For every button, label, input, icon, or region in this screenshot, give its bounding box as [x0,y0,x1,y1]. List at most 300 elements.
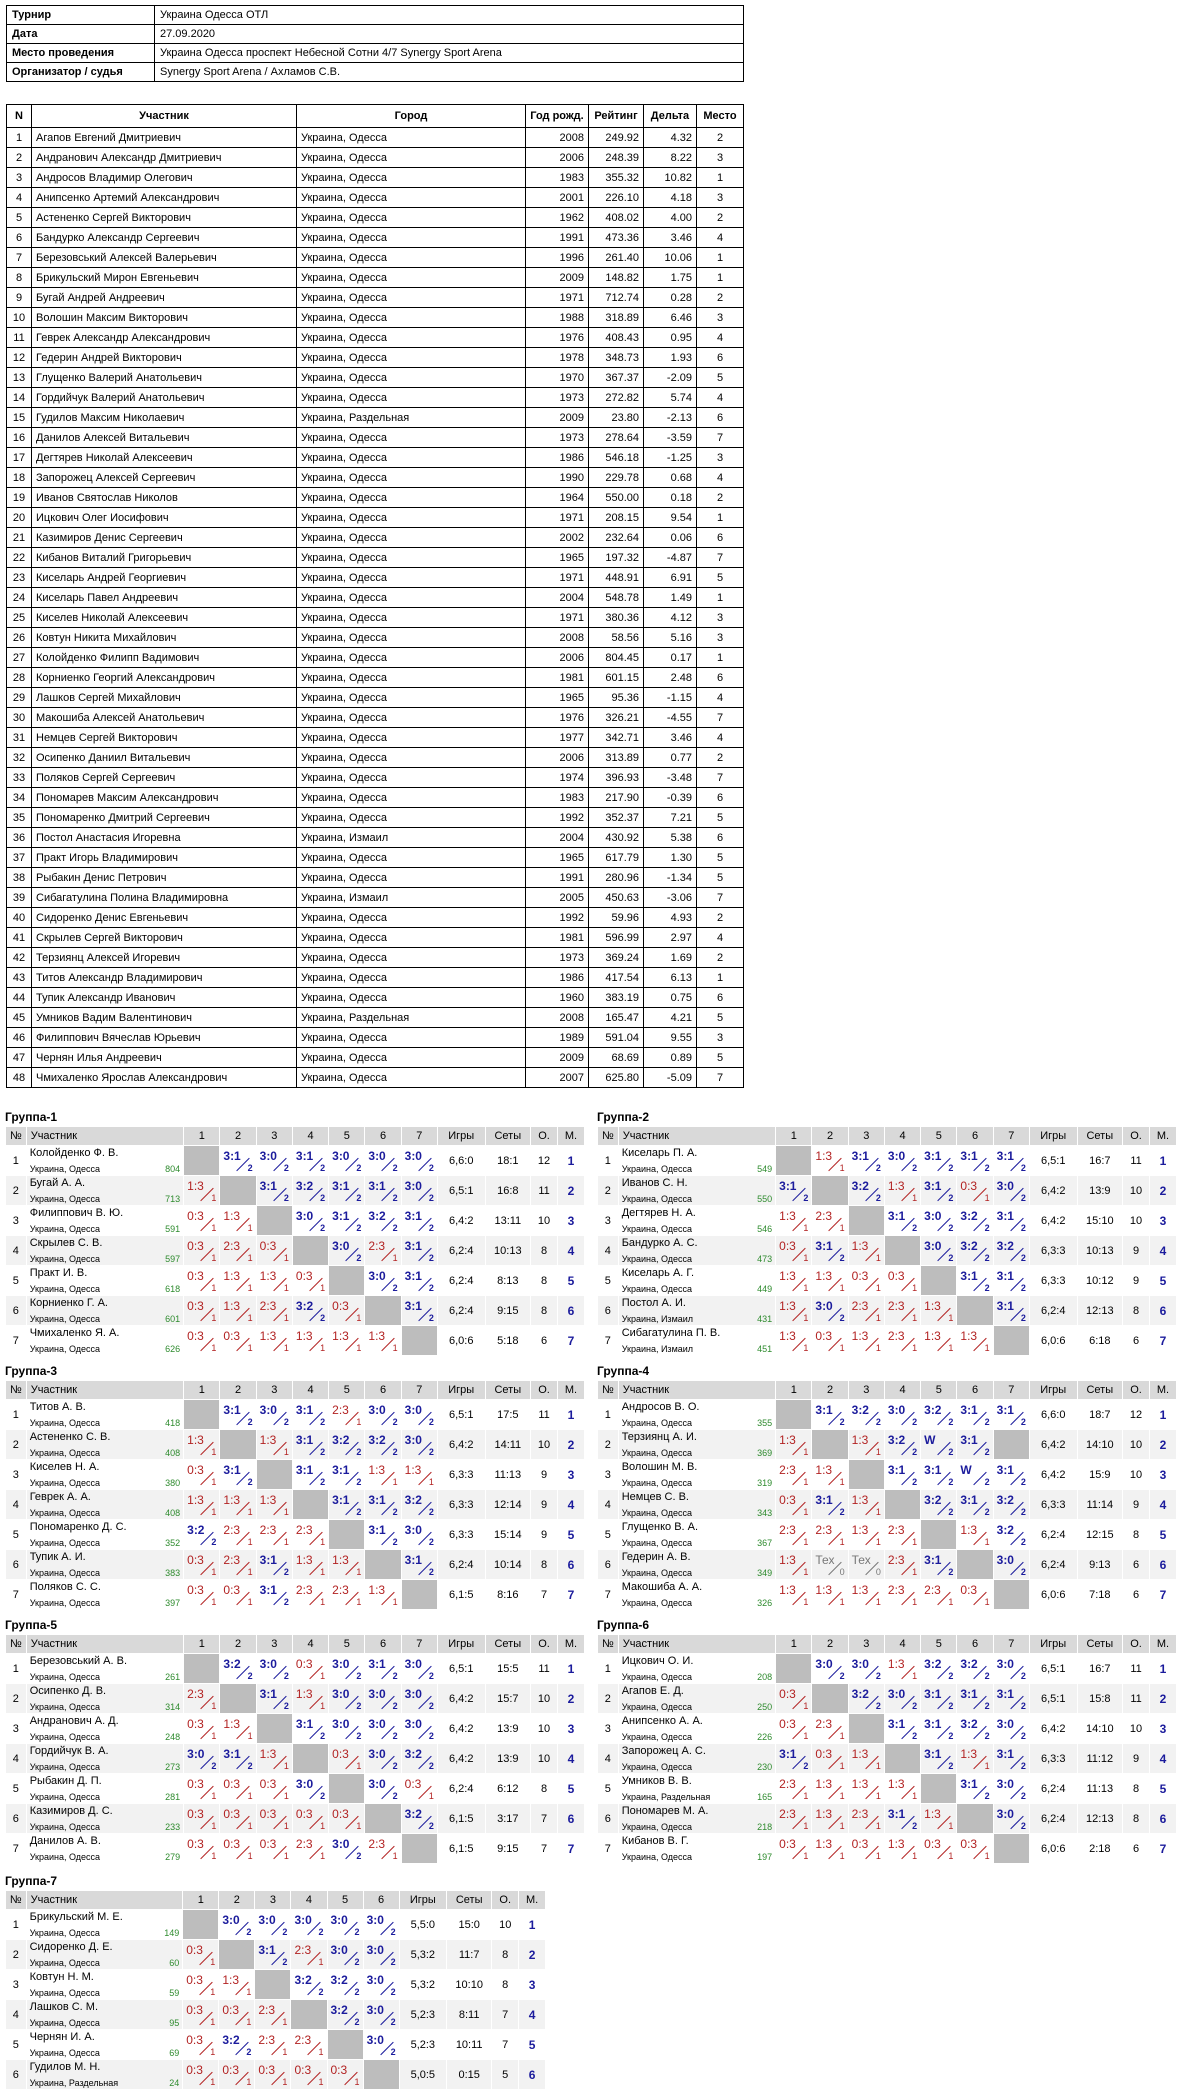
player-sets: 15:0 [447,1910,492,1940]
player-delta: 2.97 [644,928,697,948]
player-rating: 273 [165,1762,181,1772]
match-result: 3:0 [295,1209,314,1223]
player-name: Данилов Алексей Витальевич [32,428,297,448]
match-points: 2 [354,1927,360,1937]
table-row [598,1744,1177,1774]
match-points: 2 [392,1537,398,1547]
info-row [7,25,744,44]
match-result: 0:3 [259,1837,277,1851]
match-result: 3:1 [779,1179,797,1193]
player-rating: 548.78 [589,588,644,608]
player-name: Рыбакин Д. П. [29,1775,102,1787]
player-number: 17 [7,448,32,468]
player-place: 1 [697,508,744,528]
match-points: 1 [247,1313,253,1323]
match-result: 1:3 [295,1553,313,1567]
player-place: 4 [697,468,744,488]
player-rating: 450.63 [589,888,644,908]
match-score [365,1460,401,1490]
player-points: 9 [1123,1266,1150,1296]
player-name: Киселев Николай Алексеевич [32,608,297,628]
match-result: 3:1 [996,1269,1014,1283]
player-rating: 261.40 [589,248,644,268]
player-city: Украина, Одесса [297,848,526,868]
player-games: 6,5:1 [437,1176,485,1206]
player-cell [26,1970,183,2000]
player-number: 11 [7,328,32,348]
player-place: 7 [697,888,744,908]
match-score [848,1490,884,1520]
group-title: Группа-1 [5,1110,58,1124]
player-place: 5 [697,1048,744,1068]
match-result: 0:3 [222,2003,239,2017]
match-points: 2 [912,1447,918,1457]
match-score [363,1940,399,1970]
player-birth-year: 1974 [526,768,589,788]
player-rating: 197 [757,1852,773,1862]
match-result: 3:1 [960,1403,978,1417]
match-score [365,1206,401,1236]
match-result: 2:3 [887,1523,905,1537]
match-points: 1 [803,1507,809,1517]
match-result: 3:1 [996,1463,1014,1477]
player-place: 4 [558,1744,585,1774]
player-name: Гедерин Андрей Викторович [32,348,297,368]
match-score [327,1970,363,2000]
player-city: Украина, Одесса [297,308,526,328]
table-row [7,1068,744,1088]
match-result: 0:3 [259,1239,277,1253]
col-opponent: 4 [292,1381,328,1400]
player-name: Гордийчук Валерий Анатольевич [32,388,297,408]
match-result: 0:3 [223,1777,241,1791]
player-cell [26,1684,183,1714]
player-games: 6,3:3 [437,1490,485,1520]
match-result: Тех [815,1553,835,1567]
player-number: 14 [7,388,32,408]
match-result: 1:3 [187,1179,204,1193]
player-number: 25 [7,608,32,628]
match-result: 1:3 [223,1717,241,1731]
player-rating: 281 [165,1792,181,1802]
match-score [255,2030,291,2060]
match-score [363,1970,399,2000]
player-place: 1 [697,968,744,988]
match-result: 3:2 [996,1523,1014,1537]
match-result: 3:0 [332,1149,350,1163]
col-opponent: 1 [184,1381,220,1400]
player-place: 1 [1150,1146,1177,1176]
player-birth-year: 1992 [526,908,589,928]
match-points: 1 [283,1447,289,1457]
match-result: 1:3 [851,1493,869,1507]
match-score [884,1460,920,1490]
table-row [598,1654,1177,1684]
match-result: 0:3 [258,2063,276,2077]
table-row [6,1774,585,1804]
match-score [921,1550,957,1580]
player-sets: 17:5 [485,1400,531,1430]
table-row [7,208,744,228]
player-points: 11 [1123,1146,1150,1176]
match-result: 3:0 [368,1149,386,1163]
match-score [329,1550,365,1580]
match-result: 0:3 [187,1583,204,1597]
player-rating: 804.45 [589,648,644,668]
table-row [6,1714,585,1744]
match-points: 1 [948,1597,954,1607]
player-name: Макошиба Алексей Анатольевич [32,708,297,728]
match-points: 2 [1020,1537,1026,1547]
match-points: 0 [839,1567,845,1577]
player-place: 2 [519,1940,546,1970]
match-points: 2 [247,1163,253,1173]
match-score [848,1744,884,1774]
match-points: 2 [354,2017,360,2027]
match-points: 1 [320,1701,326,1711]
match-result: 0:3 [887,1269,905,1283]
match-points: 1 [839,1343,845,1353]
col-opponent: 3 [256,1635,292,1654]
player-games: 6,4:2 [437,1714,485,1744]
match-points: 2 [320,1791,326,1801]
table-row [7,688,744,708]
player-games: 6,2:4 [437,1774,485,1804]
player-points: 10 [531,1206,558,1236]
match-score [993,1266,1029,1296]
match-score [884,1206,920,1236]
match-points: 2 [1020,1477,1026,1487]
match-score [256,1684,292,1714]
player-delta: 1.30 [644,848,697,868]
player-name: Тупик Александр Иванович [32,988,297,1008]
match-score [884,1834,920,1864]
player-cell [26,1910,183,1940]
table-row [6,1490,585,1520]
table-row [598,1460,1177,1490]
match-points: 2 [1020,1731,1026,1741]
player-name: Практ Игорь Владимирович [32,848,297,868]
player-number: 5 [598,1266,619,1296]
player-place: 7 [697,1068,744,1088]
col-opponent: 1 [184,1127,220,1146]
player-number: 5 [598,1520,619,1550]
match-score [255,2000,291,2030]
table-row [598,1146,1177,1176]
match-score [184,1804,220,1834]
self-cell [921,1266,957,1296]
match-score [184,1176,220,1206]
player-place: 5 [697,568,744,588]
player-number: 45 [7,1008,32,1028]
match-result: 0:3 [815,1329,833,1343]
match-result: 1:3 [851,1583,869,1597]
player-birth-year: 1976 [526,328,589,348]
player-number: 13 [7,368,32,388]
player-delta: 10.82 [644,168,697,188]
match-result: 3:1 [295,1433,314,1447]
match-score [292,1266,328,1296]
player-cell [618,1206,775,1236]
match-result: 1:3 [851,1777,869,1791]
col-opponent: 7 [401,1127,437,1146]
match-points: 1 [320,1851,326,1861]
match-points: 2 [356,1507,362,1517]
player-delta: 3.46 [644,728,697,748]
player-rating: 218 [757,1822,773,1832]
self-cell [363,2060,399,2090]
player-birth-year: 1977 [526,728,589,748]
player-cell [618,1490,775,1520]
player-points: 6 [1123,1580,1150,1610]
player-place: 2 [697,208,744,228]
match-score [776,1236,812,1266]
player-place: 6 [697,828,744,848]
player-rating: 367 [757,1538,773,1548]
player-number: 33 [7,768,32,788]
player-name: Гедерин А. В. [621,1551,691,1563]
match-result: 3:0 [404,1179,422,1193]
match-points: 2 [1020,1253,1026,1263]
match-result: 3:1 [924,1553,942,1567]
match-score [256,1654,292,1684]
match-result: 3:0 [332,1717,350,1731]
player-place: 6 [697,668,744,688]
player-number: 6 [7,228,32,248]
match-points: 1 [283,1851,289,1861]
player-city: Украина, Одесса [29,1508,101,1518]
player-delta: 8.22 [644,148,697,168]
player-place: 3 [697,308,744,328]
match-result: 1:3 [815,1463,833,1477]
match-points: 1 [247,1223,253,1233]
match-points: 2 [875,1163,881,1173]
match-result: 1:3 [779,1209,796,1223]
player-sets: 14:10 [1077,1430,1123,1460]
match-points: 2 [948,1447,954,1457]
player-name: Гудилов М. Н. [29,2061,101,2073]
col-opponent: 6 [363,1891,399,1910]
player-rating: 326.21 [589,708,644,728]
player-place: 3 [697,148,744,168]
player-number: 7 [598,1580,619,1610]
match-result: 0:3 [960,1837,978,1851]
player-points: 8 [531,1236,558,1266]
match-score [329,1714,365,1744]
player-number: 2 [6,1940,27,1970]
match-result: 3:1 [332,1179,350,1193]
match-score [921,1834,957,1864]
group-6 [597,1616,1177,1864]
col-place: М. [1150,1127,1177,1146]
match-points: 2 [283,1193,289,1203]
player-rating: 591 [165,1224,181,1234]
player-games: 5,2:3 [399,2030,446,2060]
player-sets: 6:12 [485,1774,531,1804]
self-cell [329,1520,365,1550]
match-score [401,1490,437,1520]
match-result: 3:0 [887,1149,906,1163]
col-opponent: 7 [993,1635,1029,1654]
match-points: 0 [875,1567,881,1577]
player-birth-year: 1965 [526,688,589,708]
player-number: 3 [6,1714,27,1744]
match-score [401,1146,437,1176]
match-score [812,1146,848,1176]
self-cell [401,1326,437,1356]
player-sets: 16:7 [1077,1146,1123,1176]
player-rating: 280.96 [589,868,644,888]
match-score [812,1236,848,1266]
player-rating: 380.36 [589,608,644,628]
match-score [957,1430,993,1460]
match-points: 1 [211,1253,217,1263]
match-result: 3:1 [295,1403,314,1417]
col-place: Место [697,105,744,128]
player-city: Украина, Одесса [29,1792,101,1802]
player-sets: 15:7 [485,1684,531,1714]
match-points: 2 [1020,1701,1026,1711]
match-points: 2 [1020,1507,1026,1517]
match-points: 2 [318,1987,324,1997]
player-number: 43 [7,968,32,988]
match-points: 1 [356,1417,362,1427]
player-rating: 396.93 [589,768,644,788]
match-result: 1:3 [779,1269,796,1283]
match-points: 2 [356,1447,362,1457]
player-place: 3 [1150,1206,1177,1236]
match-score [776,1774,812,1804]
player-city: Украина, Раздельная [297,1008,526,1028]
match-score [292,1206,328,1236]
match-result: 2:3 [332,1403,349,1417]
player-games: 6,4:2 [437,1744,485,1774]
col-place: М. [519,1891,546,1910]
player-delta: -1.25 [644,448,697,468]
player-name: Дегтярев Н. А. [621,1207,696,1219]
match-score [255,2060,291,2090]
match-score [776,1834,812,1864]
match-points: 2 [390,1927,396,1937]
match-points: 2 [320,1223,326,1233]
match-points: 2 [428,1163,434,1173]
col-opponent: 1 [776,1381,812,1400]
player-rating: 617.79 [589,848,644,868]
match-score [219,2030,255,2060]
tournament-info-table [6,5,744,82]
match-score [184,1460,220,1490]
self-cell [183,1910,219,1940]
match-points: 1 [912,1343,918,1353]
player-rating: 352 [165,1538,181,1548]
match-result: 2:3 [259,1299,277,1313]
player-number: 36 [7,828,32,848]
player-place: 3 [697,1028,744,1048]
player-place: 7 [697,428,744,448]
match-score [812,1400,848,1430]
table-row [598,1520,1177,1550]
match-points: 2 [247,1417,253,1427]
player-number: 7 [6,1326,27,1356]
match-result: 0:3 [295,1807,313,1821]
match-score [957,1236,993,1266]
match-score [812,1520,848,1550]
player-cell [26,1266,183,1296]
col-games: Игры [1029,1381,1077,1400]
player-sets: 10:13 [1077,1236,1123,1266]
match-score [365,1176,401,1206]
player-name: Гордийчук В. А. [29,1745,109,1757]
player-delta: 0.95 [644,328,697,348]
player-rating: 712.74 [589,288,644,308]
col-opponent: 5 [921,1127,957,1146]
player-name: Бугай А. А. [29,1177,86,1189]
player-points: 8 [531,1774,558,1804]
match-result: 0:3 [295,1269,313,1283]
match-points: 1 [392,1477,398,1487]
match-result: 3:2 [960,1657,978,1671]
player-games: 6,4:2 [1029,1430,1077,1460]
match-points: 1 [211,1477,217,1487]
player-birth-year: 2006 [526,748,589,768]
group-2 [597,1108,1177,1356]
match-result: 3:0 [294,1913,312,1927]
match-result: 0:3 [187,1299,204,1313]
player-games: 6,1:5 [437,1804,485,1834]
player-rating: 597 [165,1254,181,1264]
match-points: 1 [282,2047,288,2057]
match-points: 1 [984,1193,990,1203]
player-place: 6 [697,348,744,368]
player-place: 1 [697,268,744,288]
player-number: 3 [6,1970,27,2000]
match-points: 2 [356,1851,362,1861]
match-result: 3:0 [404,1433,422,1447]
match-score [219,1970,255,2000]
table-row [7,368,744,388]
player-city: Украина, Одесса [297,128,526,148]
match-points: 1 [875,1507,881,1517]
match-score [993,1490,1029,1520]
player-birth-year: 1983 [526,168,589,188]
match-result: 3:0 [366,1973,384,1987]
self-cell [776,1400,812,1430]
match-points: 2 [948,1567,954,1577]
player-name: Макошиба А. А. [621,1581,703,1593]
match-points: 1 [211,1701,217,1711]
group-table [5,1126,585,1356]
player-number: 1 [6,1910,27,1940]
match-result: 0:3 [187,1269,204,1283]
group-1 [5,1108,585,1356]
player-number: 29 [7,688,32,708]
participants-header-row [7,105,744,128]
self-cell [884,1236,920,1266]
player-number: 7 [598,1834,619,1864]
match-result: 1:3 [960,1523,978,1537]
player-games: 6,0:6 [1029,1326,1077,1356]
player-sets: 9:15 [485,1834,531,1864]
match-score [365,1400,401,1430]
player-sets: 10:10 [447,1970,492,2000]
match-score [957,1714,993,1744]
player-city: Украина, Одесса [29,1478,101,1488]
player-cell [26,1774,183,1804]
match-score [401,1714,437,1744]
match-result: 3:0 [996,1179,1014,1193]
match-result: 3:2 [332,1433,350,1447]
player-rating: 95 [169,2018,180,2028]
